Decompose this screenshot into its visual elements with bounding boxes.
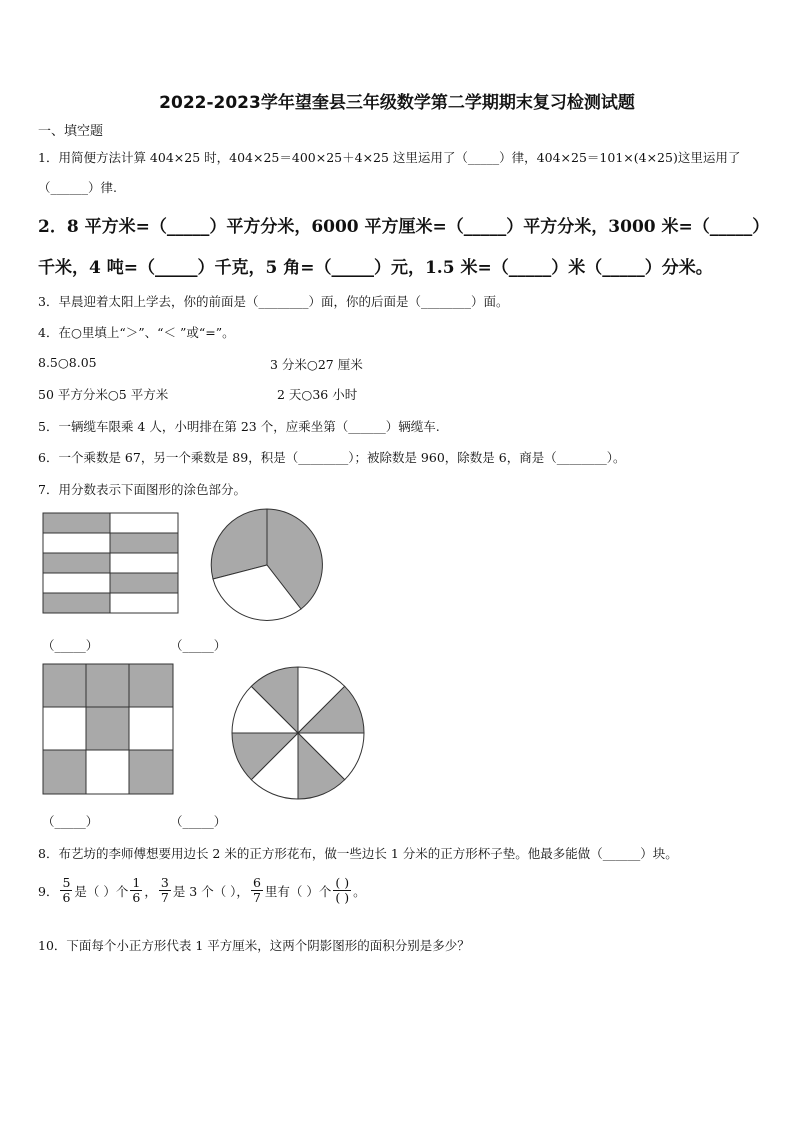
- grid-cell: [86, 750, 129, 794]
- denominator: 6: [62, 890, 71, 905]
- grid-cell: [43, 664, 86, 707]
- cell-r5: [110, 593, 178, 613]
- denominator: 7: [252, 890, 261, 905]
- cell-r1: [110, 513, 178, 533]
- cell-l5: [43, 593, 110, 613]
- numerator: 1: [132, 875, 141, 890]
- question-5: 5．一辆缆车限乘 4 人，小明排在第 23 个，应乘坐第（______）辆缆车.: [38, 419, 440, 434]
- question-7-stem: 7．用分数表示下面图形的涂色部分。: [38, 482, 246, 497]
- answer-blank-7a[interactable]: （_____）: [42, 638, 99, 653]
- q9-text5: 。: [353, 883, 366, 899]
- cell-l4: [43, 573, 110, 593]
- grid-cell: [43, 707, 86, 750]
- fraction-5-6: [60, 876, 72, 905]
- cell-r4: [110, 573, 178, 593]
- cell-r2: [110, 533, 178, 553]
- question-2-line2: 千米，4 吨=（_____）千克，5 角=（_____）元，1.5 米=（_____）米（_____）分米。: [38, 258, 713, 278]
- q9-number: 9．: [38, 883, 59, 899]
- question-6: 6．一个乘数是 67，另一个乘数是 89，积是（________）；被除数是 960，除数是 6，商是（________）。: [38, 450, 626, 465]
- cell-l1: [43, 513, 110, 533]
- grid-cell: [43, 750, 86, 794]
- figure-rect-grid: [42, 512, 180, 614]
- cell-l2: [43, 533, 110, 553]
- question-9: [38, 876, 366, 905]
- figure-3x3-grid: [42, 663, 174, 795]
- fraction-1-6: [130, 876, 142, 905]
- question-4-c: 50 平方分米○5 平方米: [38, 387, 169, 402]
- numerator-blank[interactable]: ( ): [335, 875, 350, 890]
- question-4-b: 3 分米○27 厘米: [270, 357, 363, 372]
- answer-blank-7c[interactable]: （_____）: [42, 814, 99, 829]
- answer-blank-7d[interactable]: （_____）: [170, 814, 227, 829]
- question-4-d: 2 天○36 小时: [277, 387, 358, 402]
- cell-r3: [110, 553, 178, 573]
- fraction-3-7: [159, 876, 171, 905]
- numerator: 3: [160, 875, 169, 890]
- denominator: 7: [160, 890, 169, 905]
- answer-blank-7b[interactable]: （_____）: [170, 638, 227, 653]
- grid-cell: [129, 664, 173, 707]
- page-title: 2022-2023学年望奎县三年级数学第二学期期末复习检测试题: [159, 93, 635, 113]
- question-8: 8．布艺坊的李师傅想要用边长 2 米的正方形花布，做一些边长 1 分米的正方形杯子垫。他最多能做（______）块。: [38, 846, 678, 861]
- grid-cell: [86, 707, 129, 750]
- question-4-stem: 4．在○里填上“＞”、“＜ ”或“=”。: [38, 325, 235, 340]
- grid-cell: [86, 664, 129, 707]
- question-10: 10．下面每个小正方形代表 1 平方厘米，这两个阴影图形的面积分别是多少？: [38, 938, 470, 953]
- question-4-a: 8.5○8.05: [38, 355, 97, 370]
- figure-circle-eighths: [230, 665, 366, 801]
- numerator: 6: [252, 875, 261, 890]
- grid-cell: [129, 707, 173, 750]
- numerator: 5: [62, 875, 71, 890]
- q9-text3: 是 3 个（ ），: [172, 883, 249, 899]
- fraction-6-7: [251, 876, 263, 905]
- q9-text2: ，: [144, 883, 157, 899]
- question-2-line1: 2．8 平方米=（_____）平方分米，6000 平方厘米=（_____）平方分米，3000 米=（_____）: [38, 217, 770, 237]
- section-heading: 一、填空题: [38, 124, 104, 139]
- q9-text4: 里有（ ）个: [264, 883, 332, 899]
- figure-circle-thirds: [208, 506, 326, 624]
- question-1-line2: （______）律.: [38, 180, 117, 195]
- denominator: 6: [132, 890, 141, 905]
- fraction-blank[interactable]: [333, 876, 351, 905]
- question-1-line1: 1．用简便方法计算 404×25 时，404×25＝400×25＋4×25 这里运用了（_____）律，404×25＝101×(4×25)这里运用了: [38, 150, 741, 165]
- question-3: 3．早晨迎着太阳上学去，你的前面是（________）面，你的后面是（________）面。: [38, 294, 509, 309]
- denominator-blank[interactable]: ( ): [335, 890, 350, 905]
- cell-l3: [43, 553, 110, 573]
- q9-text1: 是（ ）个: [74, 883, 129, 899]
- grid-cell: [129, 750, 173, 794]
